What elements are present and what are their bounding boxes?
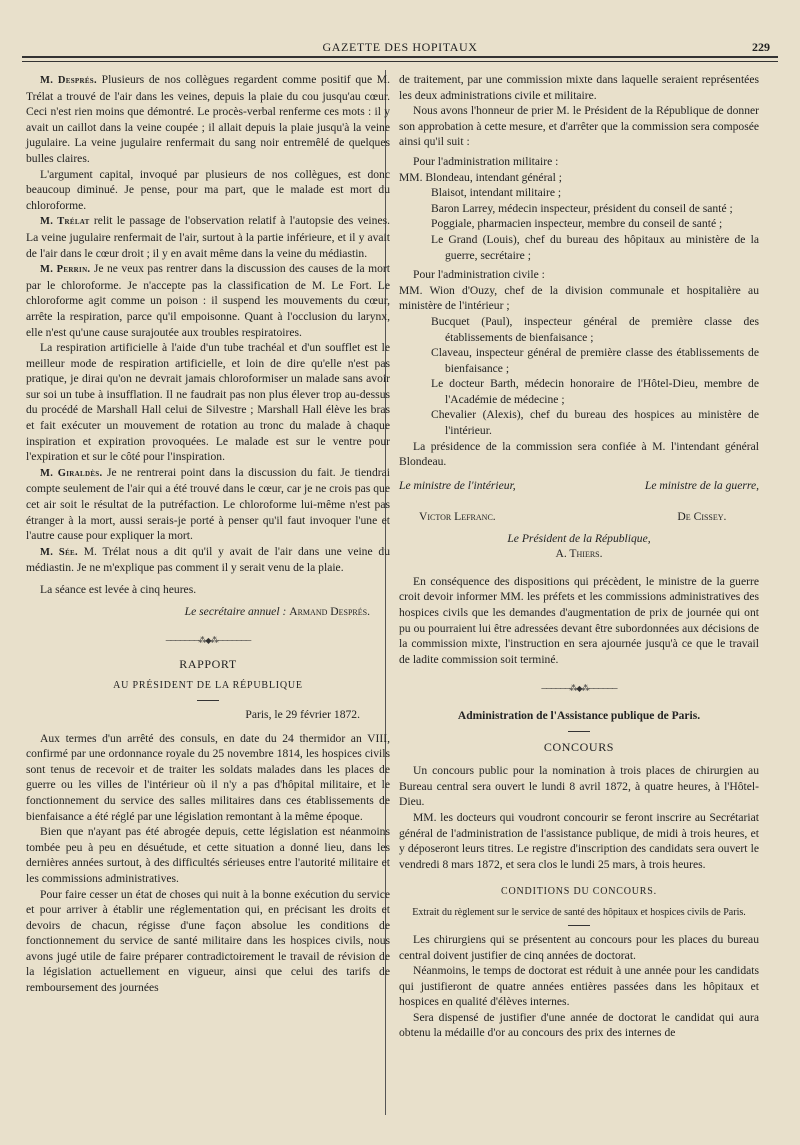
member-entry: Le docteur Barth, médecin honoraire de l'Hôtel-Dieu, membre de l'Académie de médecine ; bbox=[431, 377, 759, 406]
signature-label: Le secrétaire annuel : bbox=[184, 604, 287, 618]
report-subtitle: AU PRÉSIDENT DE LA RÉPUBLIQUE bbox=[113, 680, 303, 692]
small-rule bbox=[568, 925, 590, 926]
speaker-name: M. Sée. bbox=[40, 546, 78, 558]
paragraph-text: Je ne rentrerai point dans la discussion du fait. Je tiendrai compte seulement de l'air qui a été trouvé dans le cœur, car je ne crois pas que cet air soit le résultat de la putréfaction. Le chloroforme lui-même n'est pas étranger à la mort, aussi serais-je porté à penser qu'il faut invoquer l'une et l'autre cause pour expliquer la mort. bbox=[26, 465, 390, 543]
signature-name: Victor Lefranc. bbox=[419, 510, 496, 524]
paragraph bbox=[26, 72, 390, 167]
speaker-name: M. Giraldès. bbox=[40, 467, 103, 479]
right-column bbox=[399, 72, 759, 1041]
signature-interior bbox=[399, 478, 516, 525]
paragraph bbox=[26, 544, 390, 576]
speaker-name: M. Trélat bbox=[40, 216, 90, 228]
section-heading: Administration de l'Assistance publique de Paris. bbox=[457, 709, 701, 722]
member-entry: Blaisot, intendant militaire ; bbox=[431, 186, 562, 200]
signature-name: Armand Després. bbox=[289, 604, 370, 618]
paragraph: de traitement, par une commission mixte dans laquelle seraient représentées les deux administrations civile et militaire. bbox=[399, 73, 759, 102]
page-header bbox=[22, 38, 778, 60]
paragraph-text: M. Trélat nous a dit qu'il y avait de l'air dans une veine du médiastin. Je ne m'explique pas comment il y serait venu de la plaie. bbox=[26, 544, 390, 575]
ministers-signatures bbox=[399, 478, 759, 525]
header-rule bbox=[22, 56, 778, 58]
signature-name: De Cissey. bbox=[677, 510, 727, 524]
civil-heading: Pour l'administration civile : bbox=[413, 268, 545, 282]
concours-title: CONCOURS bbox=[543, 739, 615, 754]
section-ornament: ──────⁂◆⁂────── bbox=[541, 684, 617, 694]
signature-name: A. Thiers. bbox=[555, 547, 603, 561]
speaker-name: M. Després. bbox=[40, 75, 97, 86]
paragraph: Pour faire cesser un état de choses qui nuit à la bonne exécution du service et pour arriver à établir une réglementation qui, en précisant les droits et devoirs de chacun, régisse d'une façon absolue les conditions de fonctionnement du service de santé militaire dans les hospices civils, nous avons jugé utile de faire préparer contradictoirement le travail de révision de la législation actuellement en vigueur, ainsi que celui des tarifs de remboursement des journées bbox=[26, 887, 390, 995]
report-date: Paris, le 29 février 1872. bbox=[245, 707, 360, 721]
signature-title: Le Président de la République, bbox=[507, 531, 651, 545]
member-entry: MM. Wion d'Ouzy, chef de la division communale et hospitalière au ministère de l'intérieur ; bbox=[399, 283, 759, 313]
member-entry: Le Grand (Louis), chef du bureau des hôpitaux au ministère de la guerre, secrétaire ; bbox=[431, 232, 759, 262]
member-entry: Chevalier (Alexis), chef du bureau des hospices au ministère de l'intérieur. bbox=[431, 408, 759, 438]
paragraph: Les chirurgiens qui se présentent au concours pour les places du bureau central doivent justifier de cinq années de doctorat. bbox=[399, 932, 759, 962]
paragraph: Sera dispensé de justifier d'une année de doctorat le candidat qui aura obtenu la médaille d'or au concours des prix des internes de bbox=[399, 1010, 759, 1040]
publication-title: GAZETTE DES HOPITAUX bbox=[322, 40, 478, 54]
member-entry: Baron Larrey, médecin inspecteur, président du conseil de santé ; bbox=[431, 201, 733, 215]
signature-war bbox=[645, 478, 759, 525]
paragraph: La respiration artificielle à l'aide d'un tube trachéal et d'un soufflet est le meilleur mode de respiration artificielle, et loin de dire qu'elle n'est pas pratique, je dirai qu'on ne devrait jamais chloroformiser un malade sans avoir sur soi un tube à insufflation. Il ne faudrait pas non plus élever trop au-dessus du procédé de Marshall Hall celui de Silvestre ; Marshall Hall élève les bras et fait exécuter un mouvement de rotation au tronc du malade à chaque inspiration et expiration provoquées. Le malade est sur le ventre pour l'expiration et sur le côté pour l'inspiration. bbox=[26, 341, 390, 464]
paragraph: En conséquence des dispositions qui précèdent, le ministre de la guerre croit devoir informer MM. les préfets et les commissions administratives des hospices civils que les demandes d'augmentation de prix de journée qui ont pu ou pourraient lui être adressées devant être subordonnées aux décisions de la commission mixte, l'instruction en sera ajournée jusqu'à ce que le travail de ladite commission soit terminé. bbox=[399, 574, 759, 666]
header-rule-thin bbox=[22, 61, 778, 62]
section-ornament: ───────⁂◆⁂─────── bbox=[165, 636, 251, 646]
report-title: RAPPORT bbox=[179, 656, 237, 671]
signature-title: Le ministre de la guerre, bbox=[644, 478, 759, 492]
paragraph: La séance est levée à cinq heures. bbox=[40, 583, 197, 596]
paragraph bbox=[26, 465, 390, 544]
paragraph: La présidence de la commission sera confiée à M. l'intendant général Blondeau. bbox=[399, 439, 759, 469]
speaker-name: M. Perrin. bbox=[40, 264, 91, 276]
secretary-signature bbox=[26, 604, 390, 620]
paragraph-text: Plusieurs de nos collègues regardent comme positif que M. Trélat a trouvé de l'air dans les veines, depuis la plaie du cou jusqu'au cœur. Ceci n'est rien moins que démontré. Le procès-verbal renferme ces mots : il y avait un caillot dans la veine coupée ; il allait depuis la plaie jusqu'à la veine jugulaire. La veine jugulaire renfermait du sang noir entremêlé de quelques bulles claires. bbox=[26, 73, 390, 165]
small-rule bbox=[568, 731, 590, 732]
member-entry: Bucquet (Paul), inspecteur général de première classe des établissements de bienfaisance ; bbox=[431, 314, 759, 344]
paragraph: Nous avons l'honneur de prier M. le Président de la République de donner son approbation à cette mesure, et d'arrêter que la commission sera composée ainsi qu'il suit : bbox=[399, 104, 759, 149]
paragraph bbox=[26, 213, 390, 261]
extract-note: Extrait du règlement sur le service de santé des hôpitaux et hospices civils de Paris. bbox=[412, 906, 746, 918]
signature-president bbox=[399, 531, 759, 562]
paragraph bbox=[26, 261, 390, 340]
paragraph: Aux termes d'un arrêté des consuls, en date du 24 thermidor an VIII, confirmé par une ordonnance royale du 25 novembre 1814, les hospices civils sont tenus de recevoir et de traiter les soldats malades dans les places de guerre ou les villes de l'intérieur où il n'y a pas d'hôpital militaire, et le fonctionnement du service des salles militaires dans ces établissements de bienfaisance a été réglé par une législation remontant à la même époque. bbox=[26, 731, 390, 823]
member-entry: MM. Blondeau, intendant général ; bbox=[399, 170, 562, 184]
small-rule bbox=[197, 700, 219, 701]
paragraph-text: Je ne veux pas rentrer dans la discussion des causes de la mort par le chloroforme. Je n'accepte pas la classification de M. Le Fort. Le chloroforme agit comme un poison : il suspend les mouvements du cœur, arrête la respiration, parce qu'il empoisonne. Quant à l'occlusion du larynx, elle n'est qu'une cause surajoutée aux troubles respiratoires. bbox=[26, 262, 390, 339]
left-column bbox=[26, 72, 390, 996]
paragraph: Un concours public pour la nomination à trois places de chirurgien au Bureau central sera ouvert le lundi 8 avril 1872, à quatre heures, à l'Hôtel-Dieu. bbox=[399, 764, 759, 809]
paragraph: Bien que n'ayant pas été abrogée depuis, cette législation est néanmoins tombée peu à peu en désuétude, et cette situation a donné lieu, dans les dernières années surtout, à des difficultés sérieuses entre l'autorité militaire et les commissions administratives. bbox=[26, 825, 390, 885]
paragraph: Néanmoins, le temps de doctorat est réduit à une année pour les candidats qui justifieront de quatre années entières passées dans les hôpitaux et hospices en qualité d'élèves internes. bbox=[399, 964, 759, 1009]
signature-title: Le ministre de l'intérieur, bbox=[399, 478, 516, 492]
paragraph: L'argument capital, invoqué par plusieurs de nos collègues, est donc beaucoup diminué. Je pense, pour ma part, que le malade est mort du chloroforme. bbox=[26, 167, 390, 212]
paragraph-text: relit le passage de l'observation relatif à l'autopsie des veines. La veine jugulaire renfermait de l'air, surtout à la partie inférieure, et il y avait de l'air dans le cœur droit ; il y en avait même dans la veine du médiastin. bbox=[26, 214, 391, 260]
member-entry: Claveau, inspecteur général de première classe des établissements de bienfaisance ; bbox=[431, 346, 759, 375]
conditions-heading: CONDITIONS DU CONCOURS. bbox=[501, 886, 657, 898]
paragraph: MM. les docteurs qui voudront concourir se feront inscrire au Secrétariat général de l'administration de l'assistance publique, de midi à trois heures, et y déposeront leurs titres. Le registre d'inscription des candidats sera ouvert le vendredi 8 mars 1872, et sera clos le lundi 25 mars, à trois heures. bbox=[399, 810, 759, 871]
military-heading: Pour l'administration militaire : bbox=[413, 154, 559, 168]
member-entry: Poggiale, pharmacien inspecteur, membre du conseil de santé ; bbox=[431, 217, 723, 231]
page-number: 229 bbox=[752, 40, 770, 54]
